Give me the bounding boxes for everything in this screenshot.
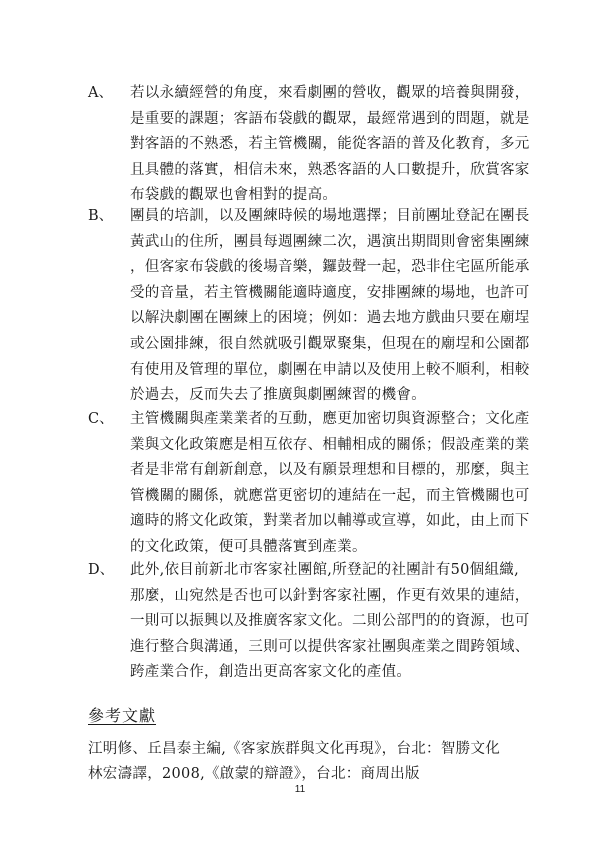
paragraph-line: 主管機關與產業業者的互動，應更加密切與資源整合；文化產: [130, 411, 530, 427]
reference-entry: 林宏濤譯，2008,《啟蒙的辯證》，台北：商周出版: [88, 766, 420, 782]
list-item-marker: B、: [88, 208, 114, 224]
paragraph-line: 黃武山的住所，團員每週團練二次，遇演出期間則會密集團練: [130, 233, 530, 250]
paragraph-line: 適時的將文化政策，對業者加以輔導或宣導，如此，由上而下: [130, 513, 530, 530]
paragraph-line: 管機關的關係，就應當更密切的連結在一起，而主管機關也可: [130, 487, 530, 504]
paragraph-line: 一則可以振興以及推廣客家文化。二則公部門的的資源，也可: [130, 613, 530, 630]
paragraph-line: 業與文化政策應是相互依存、相輔相成的關係；假設產業的業: [130, 436, 530, 453]
list-item-marker: C、: [88, 411, 114, 427]
list-item-marker: A、: [88, 85, 113, 101]
paragraph-line: 若以永續經營的角度，來看劇團的營收，觀眾的培養與開發，: [130, 85, 530, 101]
paragraph-line: 受的音量，若主管機關能適時適度，安排團練的場地，也許可: [130, 284, 530, 301]
paragraph-line: 或公園排練，很自然就吸引觀眾聚集，但現在的廟埕和公園都: [130, 336, 530, 352]
paragraph-line: 進行整合與溝通，三則可以提供客家社團與產業之間跨領域、: [130, 638, 530, 655]
list-item-marker: D、: [88, 562, 115, 578]
paragraph-line: 且具體的落實，相信未來，熟悉客語的人口數提升，欣賞客家: [130, 161, 530, 178]
paragraph-line: 對客語的不熟悉，若主管機關，能從客語的普及化教育，多元: [130, 136, 530, 153]
paragraph-line: 布袋戲的觀眾也會相對的提高。: [130, 187, 338, 204]
page-number: 11: [294, 784, 306, 795]
paragraph-line: 團員的培訓，以及團練時候的場地選擇；目前團址登記在團長: [130, 208, 530, 224]
paragraph-line: 於過去，反而失去了推廣與劇團練習的機會。: [130, 387, 426, 404]
reference-entry: 江明修、丘昌泰主編,《客家族群與文化再現》，台北：智勝文化: [88, 741, 501, 757]
paragraph-line: 那麼，山宛然是否也可以針對客家社團，作更有效果的連結，: [130, 587, 530, 604]
paragraph-line: 者是非常有創新創意，以及有願景理想和目標的，那麼，與主: [130, 462, 530, 479]
paragraph-line: 以解決劇團在團練上的困境；例如：過去地方戲曲只要在廟埕: [130, 310, 530, 327]
paragraph-line: ，但客家布袋戲的後場音樂，鑼鼓聲一起，恐非住宅區所能承: [130, 259, 530, 276]
paragraph-line: 此外,依目前新北市客家社團館,所登記的社團計有50個組織,: [130, 562, 519, 578]
paragraph-line: 的文化政策，便可具體落實到產業。: [130, 539, 367, 555]
references-heading: 參考文獻: [88, 706, 157, 725]
paragraph-line: 是重要的課題；客語布袋戲的觀眾，最經常遇到的問題，就是: [130, 110, 530, 127]
paragraph-line: 有使用及管理的單位，劇團在申請以及使用上較不順利，相較: [130, 361, 530, 378]
paragraph-line: 跨產業合作，創造出更高客家文化的產值。: [130, 664, 412, 681]
